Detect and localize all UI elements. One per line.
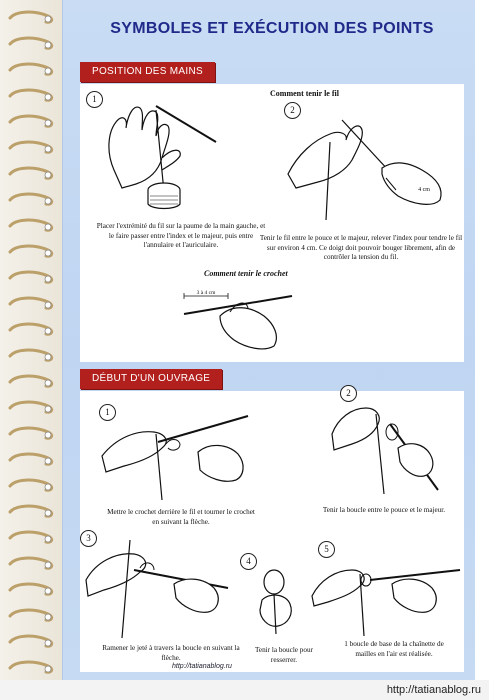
spiral-ring	[8, 36, 54, 50]
step-number-2-b: 2	[340, 385, 357, 402]
step-number-2: 2	[284, 102, 301, 119]
spiral-ring	[8, 530, 54, 544]
page-title: SYMBOLES ET EXÉCUTION DES POINTS	[110, 20, 434, 37]
spiral-ring	[8, 374, 54, 388]
measure-3-4cm: 3 à 4 cm	[196, 290, 216, 296]
credit-url[interactable]: http://tatianablog.ru	[172, 663, 232, 670]
spiral-ring	[8, 608, 54, 622]
hand-with-yarn-illustration	[96, 92, 226, 212]
step-number-1: 1	[86, 91, 103, 108]
step-number-3: 3	[80, 530, 97, 547]
spiral-ring	[8, 166, 54, 180]
measure-4cm: 4 cm	[418, 187, 430, 193]
first-chain-loop-illustration	[308, 552, 464, 638]
step2-caption: Tenir le fil entre le pouce et le majeur, relever l'index pour tendre le fil sur environ 4 cm. Ce doigt doit pouvoir bouger librement, afin de contrôler la tension du fil.	[259, 234, 463, 262]
spiral-ring	[8, 270, 54, 284]
spiral-ring	[8, 426, 54, 440]
section-banner-debut-ouvrage: DÉBUT D'UN OUVRAGE	[80, 369, 222, 389]
hold-crochet-title: Comment tenir le crochet	[204, 269, 288, 278]
step-number-4: 4	[240, 553, 257, 570]
hand-holding-crochet-illustration	[180, 290, 300, 354]
spiral-ring	[8, 348, 54, 362]
spiral-ring	[8, 556, 54, 570]
step2-b-caption: Tenir la boucle entre le pouce et le majeur.	[322, 506, 446, 514]
step3-caption: Ramener le jeté à travers la boucle en suivant la flèche.	[102, 644, 240, 662]
spiral-ring	[8, 10, 54, 24]
hook-behind-thread-illustration	[96, 412, 256, 502]
step5-caption: 1 boucle de base de la chaînette de mailles en l'air est réalisée.	[344, 640, 444, 658]
step1-b-caption: Mettre le crochet derrière le fil et tourner le crochet en suivant la flèche.	[107, 508, 255, 526]
spiral-ring	[8, 192, 54, 206]
section-banner-position-des-mains: POSITION DES MAINS	[80, 62, 215, 82]
spiral-ring	[8, 88, 54, 102]
footer-url[interactable]: http://tatianablog.ru	[0, 680, 489, 700]
spiral-ring	[8, 140, 54, 154]
step-number-5: 5	[318, 541, 335, 558]
tighten-loop-illustration	[252, 566, 302, 636]
step-number-1-b: 1	[99, 404, 116, 421]
spiral-ring	[8, 634, 54, 648]
yarn-over-illustration	[82, 540, 232, 640]
spiral-ring	[8, 114, 54, 128]
spiral-ring	[8, 504, 54, 518]
spiral-ring	[8, 296, 54, 310]
step4-caption: Tenir la boucle pour resserrer.	[255, 646, 313, 664]
spiral-ring	[8, 244, 54, 258]
spiral-ring	[8, 62, 54, 76]
hold-loop-illustration	[326, 394, 446, 498]
step1-caption: Placer l'extrémité du fil sur la paume de la main gauche, et le faire passer entre l'index et le majeur, puis entre l'annulaire et l'auriculaire.	[96, 222, 266, 250]
spiral-ring	[8, 582, 54, 596]
hold-thread-title: Comment tenir le fil	[270, 89, 339, 98]
spiral-ring	[8, 400, 54, 414]
spiral-ring	[8, 478, 54, 492]
spiral-ring	[8, 660, 54, 674]
hand-holding-thread-illustration	[282, 112, 452, 222]
spiral-ring	[8, 322, 54, 336]
spiral-ring	[8, 452, 54, 466]
spiral-ring	[8, 218, 54, 232]
